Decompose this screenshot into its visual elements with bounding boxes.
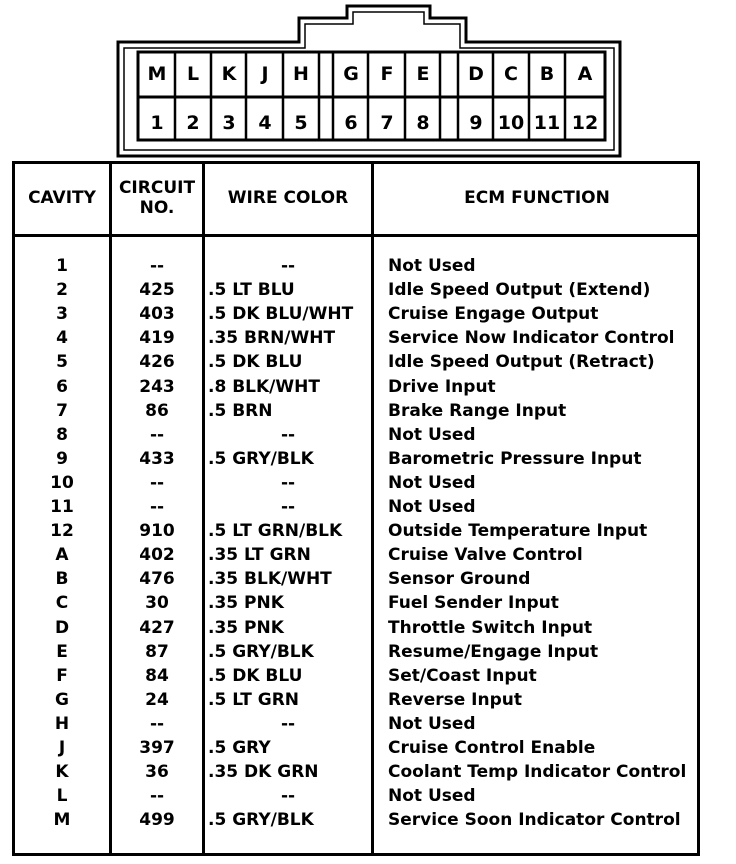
ecm-function-cell: Not Used bbox=[388, 424, 476, 445]
circuit-cell: 419 bbox=[139, 328, 175, 349]
cavity-cell: G bbox=[55, 689, 69, 710]
cavity-cell: 8 bbox=[56, 424, 68, 445]
header-circuit-no: CIRCUIT NO. bbox=[118, 178, 196, 218]
ecm-function-cell: Resume/Engage Input bbox=[388, 641, 599, 662]
pin-letter-d: D bbox=[468, 63, 484, 85]
pin-number-3: 3 bbox=[222, 112, 236, 134]
wire-color-cell: .5 DK BLU/WHT bbox=[208, 304, 354, 325]
table-row bbox=[15, 519, 697, 543]
circuit-cell: 30 bbox=[145, 593, 169, 614]
table-row bbox=[15, 254, 697, 278]
ecm-function-cell: Cruise Valve Control bbox=[388, 545, 583, 566]
circuit-cell: 36 bbox=[145, 762, 169, 783]
circuit-cell: 86 bbox=[145, 400, 169, 421]
wire-color-cell: .35 BLK/WHT bbox=[208, 569, 332, 590]
ecm-function-cell: Idle Speed Output (Extend) bbox=[388, 280, 651, 301]
ecm-function-cell: Idle Speed Output (Retract) bbox=[388, 352, 655, 373]
table-row bbox=[15, 567, 697, 591]
ecm-function-cell: Not Used bbox=[388, 713, 476, 734]
circuit-cell: -- bbox=[149, 786, 165, 807]
wire-color-cell: .8 BLK/WHT bbox=[208, 376, 320, 397]
ecm-function-cell: Not Used bbox=[388, 472, 476, 493]
ecm-function-cell: Barometric Pressure Input bbox=[388, 448, 642, 469]
wire-color-cell: .35 BRN/WHT bbox=[208, 328, 336, 349]
cavity-cell: L bbox=[56, 786, 68, 807]
table-row bbox=[15, 591, 697, 615]
table-row bbox=[15, 471, 697, 495]
table-row bbox=[15, 784, 697, 808]
pin-number-1: 1 bbox=[150, 112, 164, 134]
wire-color-cell: -- bbox=[280, 497, 296, 517]
wire-color-cell: -- bbox=[280, 786, 296, 807]
connector-diagram bbox=[0, 0, 736, 170]
table-row bbox=[15, 423, 697, 447]
ecm-function-cell: Not Used bbox=[388, 256, 476, 276]
cavity-cell: 10 bbox=[50, 472, 74, 493]
pin-number-11: 11 bbox=[533, 112, 561, 134]
wire-color-cell: -- bbox=[280, 472, 296, 493]
table-row bbox=[15, 447, 697, 471]
cavity-cell: 4 bbox=[56, 328, 68, 349]
circuit-cell: -- bbox=[149, 256, 165, 276]
wire-color-cell: -- bbox=[280, 713, 296, 734]
table-row bbox=[15, 302, 697, 326]
ecm-function-cell: Cruise Control Enable bbox=[388, 738, 596, 758]
ecm-function-cell: Fuel Sender Input bbox=[388, 593, 559, 614]
circuit-cell: 425 bbox=[139, 280, 175, 301]
wire-color-cell: .5 GRY/BLK bbox=[208, 641, 314, 662]
circuit-cell: 910 bbox=[139, 521, 175, 542]
table-row bbox=[15, 664, 697, 688]
pin-number-10: 10 bbox=[497, 112, 525, 134]
table-row bbox=[15, 375, 697, 399]
table-row bbox=[15, 326, 697, 350]
table-row bbox=[15, 495, 697, 519]
circuit-cell: 397 bbox=[139, 738, 175, 758]
cavity-cell: 2 bbox=[56, 280, 68, 301]
cavity-cell: 1 bbox=[56, 256, 68, 276]
cavity-cell: 7 bbox=[56, 400, 68, 421]
table-row bbox=[15, 543, 697, 567]
pin-letter-b: B bbox=[539, 63, 555, 85]
pin-letter-a: A bbox=[577, 63, 593, 85]
circuit-cell: 24 bbox=[145, 689, 169, 710]
wire-color-cell: .5 LT GRN bbox=[208, 689, 300, 710]
pin-letter-g: G bbox=[343, 63, 359, 85]
table-row bbox=[15, 616, 697, 640]
pin-number-4: 4 bbox=[258, 112, 272, 134]
cavity-cell: B bbox=[55, 569, 69, 590]
circuit-cell: 476 bbox=[139, 569, 175, 590]
ecm-function-cell: Not Used bbox=[388, 786, 476, 807]
wire-color-cell: .35 LT GRN bbox=[208, 545, 311, 566]
pin-letter-h: H bbox=[293, 63, 309, 85]
cavity-cell: D bbox=[54, 617, 70, 638]
header-cavity: CAVITY bbox=[28, 188, 96, 209]
pin-letter-k: K bbox=[221, 63, 237, 85]
circuit-cell: -- bbox=[149, 424, 165, 445]
ecm-function-cell: Reverse Input bbox=[388, 689, 523, 710]
cavity-cell: 3 bbox=[56, 304, 68, 325]
cavity-cell: 6 bbox=[56, 376, 68, 397]
circuit-cell: 499 bbox=[139, 810, 175, 831]
wire-color-cell: .35 PNK bbox=[208, 593, 284, 614]
cavity-cell: 5 bbox=[56, 352, 68, 373]
circuit-cell: 243 bbox=[139, 376, 175, 397]
cavity-cell: J bbox=[58, 738, 66, 758]
circuit-cell: 427 bbox=[139, 617, 175, 638]
pin-letter-j: J bbox=[261, 63, 269, 85]
wire-color-cell: .5 BRN bbox=[208, 400, 273, 421]
table-row bbox=[15, 760, 697, 784]
cavity-cell: M bbox=[53, 810, 71, 831]
pin-number-5: 5 bbox=[294, 112, 308, 134]
cavity-cell: 9 bbox=[56, 448, 68, 469]
ecm-function-cell: Not Used bbox=[388, 497, 476, 517]
wire-color-cell: .5 DK BLU bbox=[208, 352, 303, 373]
circuit-cell: -- bbox=[149, 713, 165, 734]
ecm-function-cell: Brake Range Input bbox=[388, 400, 567, 421]
table-row bbox=[15, 640, 697, 664]
circuit-cell: 426 bbox=[139, 352, 175, 373]
wire-color-cell: -- bbox=[280, 424, 296, 445]
circuit-cell: 402 bbox=[139, 545, 175, 566]
ecm-function-cell: Coolant Temp Indicator Control bbox=[388, 762, 687, 783]
circuit-cell: 84 bbox=[145, 665, 169, 686]
wire-color-cell: .5 GRY/BLK bbox=[208, 810, 314, 831]
wire-color-cell: .5 DK BLU bbox=[208, 665, 303, 686]
cavity-cell: K bbox=[55, 762, 69, 783]
pin-number-8: 8 bbox=[416, 112, 430, 134]
table-row bbox=[15, 350, 697, 374]
ecm-function-cell: Set/Coast Input bbox=[388, 665, 537, 686]
circuit-cell: 87 bbox=[145, 641, 169, 662]
wire-color-cell: .5 GRY bbox=[208, 738, 271, 758]
pin-letter-e: E bbox=[416, 63, 430, 85]
table-row bbox=[15, 399, 697, 423]
pin-number-2: 2 bbox=[186, 112, 200, 134]
cavity-cell: 12 bbox=[50, 521, 74, 542]
circuit-cell: -- bbox=[149, 472, 165, 493]
ecm-function-cell: Sensor Ground bbox=[388, 569, 531, 590]
header-ecm-function: ECM FUNCTION bbox=[464, 188, 610, 209]
pin-letter-c: C bbox=[504, 63, 518, 85]
ecm-function-cell: Drive Input bbox=[388, 376, 496, 397]
wire-color-cell: .5 GRY/BLK bbox=[208, 448, 314, 469]
circuit-cell: 403 bbox=[139, 304, 175, 325]
cavity-cell: F bbox=[56, 665, 68, 686]
wire-color-cell: .5 LT GRN/BLK bbox=[208, 521, 343, 542]
wire-color-cell: .35 PNK bbox=[208, 617, 284, 638]
pin-letter-l: L bbox=[186, 63, 200, 85]
ecm-function-cell: Service Now Indicator Control bbox=[388, 328, 675, 349]
pinout-table bbox=[12, 161, 700, 856]
ecm-function-cell: Service Soon Indicator Control bbox=[388, 810, 681, 831]
cavity-cell: E bbox=[56, 641, 68, 662]
cavity-cell: H bbox=[54, 713, 70, 734]
pin-letter-f: F bbox=[380, 63, 394, 85]
table-row bbox=[15, 688, 697, 712]
pin-number-6: 6 bbox=[344, 112, 358, 134]
wire-color-cell: -- bbox=[280, 256, 296, 276]
wire-color-cell: .35 DK GRN bbox=[208, 762, 319, 783]
pin-number-12: 12 bbox=[571, 112, 599, 134]
table-row bbox=[15, 808, 697, 832]
ecm-function-cell: Throttle Switch Input bbox=[388, 617, 593, 638]
circuit-cell: 433 bbox=[139, 448, 175, 469]
table-row bbox=[15, 712, 697, 736]
pin-number-9: 9 bbox=[469, 112, 483, 134]
circuit-cell: -- bbox=[149, 497, 165, 517]
wire-color-cell: .5 LT BLU bbox=[208, 280, 295, 301]
cavity-cell: 11 bbox=[50, 497, 74, 517]
header-wire-color: WIRE COLOR bbox=[227, 188, 349, 209]
cavity-cell: C bbox=[55, 593, 69, 614]
ecm-function-cell: Outside Temperature Input bbox=[388, 521, 648, 542]
ecm-function-cell: Cruise Engage Output bbox=[388, 304, 599, 325]
pin-number-7: 7 bbox=[380, 112, 394, 134]
table-row bbox=[15, 278, 697, 302]
table-row bbox=[15, 736, 697, 760]
pin-letter-m: M bbox=[147, 63, 167, 85]
cavity-cell: A bbox=[55, 545, 69, 566]
